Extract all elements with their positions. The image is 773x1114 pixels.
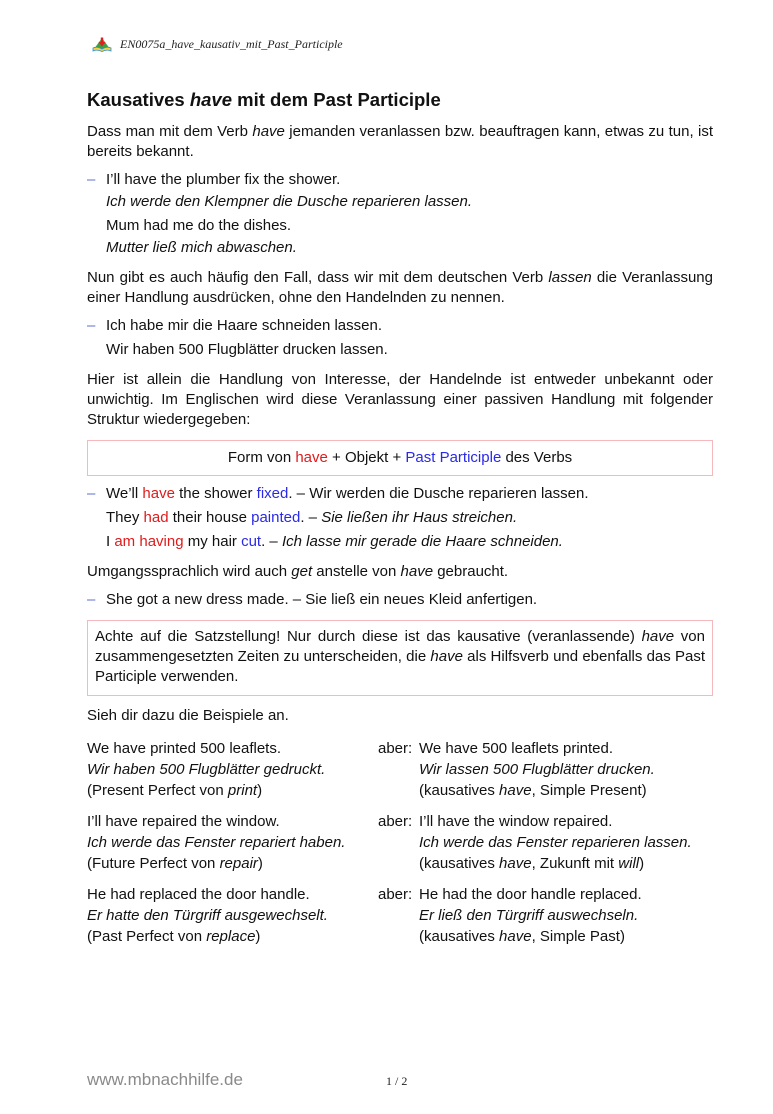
- comparison-left: [87, 738, 367, 801]
- page-title: [87, 88, 713, 112]
- title-text-end: mit dem Past Participle: [232, 89, 441, 110]
- example-text: . –: [300, 509, 322, 526]
- title-emphasis: have: [189, 89, 233, 110]
- paragraph-get: [87, 562, 713, 582]
- formula-text: des Verbs: [501, 449, 573, 466]
- example-sentence: Ich habe mir die Haare schneiden lassen.: [106, 317, 382, 334]
- example-text: . – Wir werden die Dusche reparieren lassen.: [288, 485, 589, 502]
- comparison-note: (Present Perfect von print): [87, 782, 263, 799]
- example-text: I: [106, 533, 115, 550]
- example-verb: had: [143, 509, 169, 526]
- example-text: my hair: [183, 533, 242, 550]
- list-item: [87, 590, 713, 610]
- note-text: [95, 627, 705, 687]
- comparison-english: He had replaced the door handle.: [87, 886, 310, 903]
- example-text: their house: [168, 509, 252, 526]
- paragraph-emphasis: get: [291, 563, 313, 580]
- example-list: [87, 590, 713, 610]
- list-item: [87, 340, 713, 360]
- list-item: [87, 316, 713, 336]
- list-item: [87, 238, 713, 258]
- formula-past-participle: Past Participle: [405, 449, 502, 466]
- intro-text: Dass man mit dem Verb: [87, 123, 253, 140]
- paragraph-emphasis: lassen: [548, 269, 592, 286]
- example-translation: Ich lasse mir gerade die Haare schneiden.: [281, 533, 563, 550]
- title-text: Kausatives: [87, 89, 190, 110]
- example-translation: Sie ließen ihr Haus streichen.: [321, 509, 518, 526]
- note-text-part: als Hilfsverb und ebenfalls das Past Participle verwenden.: [95, 648, 705, 685]
- page-spacer: [87, 947, 713, 1070]
- example-participle: cut: [241, 533, 262, 550]
- example-list: [87, 316, 713, 360]
- comparison-german: Er ließ den Türgriff auswechseln.: [419, 907, 639, 924]
- list-item: [87, 170, 713, 190]
- paragraph-text-end: gebraucht.: [433, 563, 509, 580]
- comparison-row: [87, 811, 713, 874]
- intro-text-end: jemanden veranlassen bzw. beauftragen kann, etwas zu tun, ist bereits bekannt.: [87, 123, 714, 160]
- example-text: . –: [261, 533, 282, 550]
- comparison-separator: aber:: [378, 740, 413, 757]
- comparison-row: [87, 738, 713, 801]
- list-dash: –: [87, 171, 96, 188]
- comparison-note: (Past Perfect von replace): [87, 928, 261, 945]
- note-box: [87, 620, 713, 696]
- example-verb: am having: [114, 533, 184, 550]
- comparison-german: Ich werde das Fenster reparieren lassen.: [419, 834, 692, 851]
- formula-text: Form von: [227, 449, 296, 466]
- page-header: [92, 34, 713, 54]
- paragraph-text-end: die Veranlassung einer Handlung ausdrücken, ohne den Handelnden zu nennen.: [87, 269, 713, 306]
- list-item: [87, 192, 713, 212]
- causative-example: [87, 484, 713, 504]
- example-sentence: Wir haben 500 Flugblätter drucken lassen.: [106, 341, 388, 358]
- list-dash: –: [87, 485, 96, 502]
- comparison-english: He had the door handle replaced.: [419, 886, 642, 903]
- note-emphasis: have: [641, 628, 675, 645]
- comparison-separator: aber:: [378, 886, 413, 903]
- example-translation: Ich werde den Klempner die Dusche reparieren lassen.: [106, 193, 473, 210]
- comparison-german: Ich werde das Fenster repariert haben.: [87, 834, 346, 851]
- document-id: EN0075a_have_kausativ_mit_Past_Participle: [120, 36, 343, 51]
- list-dash: –: [87, 591, 96, 608]
- comparison-note: (kausatives have, Simple Present): [419, 782, 647, 799]
- book-arrow-logo-icon: [92, 37, 112, 52]
- comparison-right: [419, 811, 713, 874]
- comparison-left: [87, 884, 367, 947]
- formula-box: [87, 440, 713, 476]
- comparison-row: [87, 884, 713, 947]
- comparison-english: We have 500 leaflets printed.: [419, 740, 614, 757]
- example-sentence: Mum had me do the dishes.: [106, 217, 292, 234]
- intro-emphasis: have: [252, 123, 285, 140]
- paragraph-text: anstelle von: [312, 563, 401, 580]
- page-footer: [87, 1070, 713, 1090]
- comparison-english: I’ll have the window repaired.: [419, 813, 613, 830]
- comparison-note: (kausatives have, Zukunft mit will): [419, 855, 645, 872]
- comparison-german: Wir haben 500 Flugblätter gedruckt.: [87, 761, 326, 778]
- paragraph-text: Umgangssprachlich wird auch: [87, 563, 292, 580]
- paragraph-emphasis: have: [400, 563, 434, 580]
- causative-example: [87, 532, 713, 552]
- comparison-german: Er hatte den Türgriff ausgewechselt.: [87, 907, 328, 924]
- page-number: 1 / 2: [386, 1074, 408, 1088]
- list-dash: –: [87, 317, 96, 334]
- paragraph-examples-intro: Sieh dir dazu die Beispiele an.: [87, 707, 289, 724]
- paragraph-lassen: [87, 268, 713, 308]
- list-item: [87, 216, 713, 236]
- comparison-english: I’ll have repaired the window.: [87, 813, 280, 830]
- example-list: [87, 484, 713, 552]
- comparison-right: [419, 738, 713, 801]
- formula-text: + Objekt +: [327, 449, 406, 466]
- comparison-note: (kausatives have, Simple Past): [419, 928, 625, 945]
- formula-have: have: [295, 449, 328, 466]
- example-translation: Mutter ließ mich abwaschen.: [106, 239, 297, 256]
- example-participle: painted: [251, 509, 301, 526]
- intro-paragraph: [87, 122, 713, 162]
- example-text: the shower: [174, 485, 257, 502]
- causative-example: [87, 508, 713, 528]
- example-text: We’ll: [106, 485, 143, 502]
- example-sentence: She got a new dress made. – Sie ließ ein neues Kleid anfertigen.: [106, 591, 538, 608]
- note-emphasis: have: [430, 648, 463, 665]
- comparison-note: (Future Perfect von repair): [87, 855, 263, 872]
- example-verb: have: [142, 485, 175, 502]
- comparison-right: [419, 884, 713, 947]
- example-text: They: [106, 509, 144, 526]
- paragraph-structure: Hier ist allein die Handlung von Interesse, der Handelnde ist entweder unbekannt oder unwichtig. Im Englischen wird diese Veranlassung einer passiven Handlung mit folgender Struktur wiedergegeben:: [87, 371, 713, 428]
- comparison-english: We have printed 500 leaflets.: [87, 740, 282, 757]
- note-text-part: Achte auf die Satzstellung! Nur durch diese ist das kausative (veranlassende): [95, 628, 642, 645]
- example-list: [87, 170, 713, 258]
- example-sentence: I’ll have the plumber fix the shower.: [106, 171, 341, 188]
- comparison-separator: aber:: [378, 813, 413, 830]
- comparison-german: Wir lassen 500 Flugblätter drucken.: [419, 761, 655, 778]
- example-participle: fixed: [256, 485, 289, 502]
- comparison-left: [87, 811, 367, 874]
- note-text-part: von zusammengesetzten Zeiten zu unterscheiden, die: [95, 628, 705, 665]
- paragraph-text: Nun gibt es auch häufig den Fall, dass wir mit dem deutschen Verb: [87, 269, 549, 286]
- footer-website-link[interactable]: www.mbnachhilfe.de: [87, 1070, 243, 1089]
